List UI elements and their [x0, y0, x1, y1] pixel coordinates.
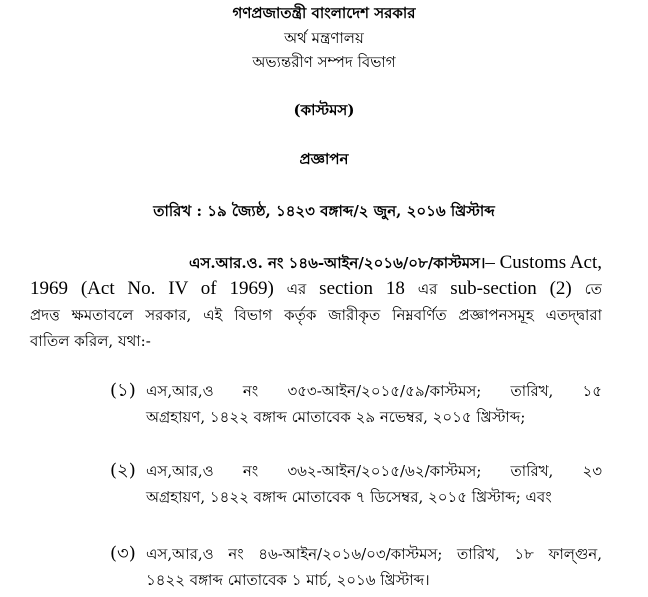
item-line: অগ্রহায়ণ, ১৪২২ বঙ্গাব্দ মোতাবেক ৭ ডিসেম্বর, ২০১৫ খ্রিস্টাব্দ; এবং	[146, 488, 552, 506]
department-name: (কাস্টমস)	[293, 101, 355, 119]
date-line: তারিখ : ১৯ জ্যৈষ্ঠ, ১৪২৩ বঙ্গাব্দ/২ জুন, ২০১৬ খ্রিস্টাব্দ	[153, 202, 495, 220]
preamble-line-3: প্রদত্ত ক্ষমতাবলে সরকার, এই বিভাগ কর্তৃক জারীকৃত নিম্নবর্ণিত প্রজ্ঞাপনসমূহ এতদ্দ্বারা	[30, 306, 602, 324]
section-reference: section 18	[319, 278, 405, 299]
subsection-reference: sub-section (2)	[450, 278, 572, 299]
preamble-paragraph	[30, 250, 602, 354]
item-line: অগ্রহায়ণ, ১৪২২ বঙ্গাব্দ মোতাবেক ২৯ নভেম্বর, ২০১৫ খ্রিস্টাব্দ;	[146, 408, 526, 426]
item-number: (১)	[110, 380, 136, 401]
item-line: এস,আর,ও নং ৩৫৩-আইন/২০১৫/৫৯/কাস্টমস; তারিখ, ১৫	[146, 382, 602, 400]
connector-word: এর	[286, 280, 307, 298]
connector-word: এর	[417, 280, 438, 298]
connector-word: তে	[584, 280, 602, 298]
ministry-name: অর্থ মন্ত্রণালয়	[284, 29, 364, 47]
preamble-line-1	[30, 250, 602, 276]
item-line: এস,আর,ও নং ৪৬-আইন/২০১৬/০৩/কাস্টমস; তারিখ, ১৮ ফাল্গুন,	[146, 545, 602, 563]
act-name-start: – Customs Act,	[485, 252, 602, 273]
item-line: ১৪২২ বঙ্গাব্দ মোতাবেক ১ মার্চ, ২০১৬ খ্রিস্টাব্দ।	[146, 571, 430, 589]
government-title: গণপ্রজাতন্ত্রী বাংলাদেশ সরকার	[232, 4, 416, 22]
item-line: এস,আর,ও নং ৩৬২-আইন/২০১৫/৬২/কাস্টমস; তারিখ, ২৩	[146, 462, 602, 480]
preamble-line-2	[30, 276, 602, 302]
preamble-line-4: বাতিল করিল, যথা:-	[30, 332, 151, 350]
act-reference: 1969 (Act No. IV of 1969)	[30, 278, 274, 299]
document-type: প্রজ্ঞাপন	[299, 150, 349, 168]
item-number: (৩)	[110, 543, 136, 564]
division-name: অভ্যন্তরীণ সম্পদ বিভাগ	[252, 53, 396, 71]
sro-reference: এস.আর.ও. নং ১৪৬-আইন/২০১৬/০৮/কাস্টমস।	[189, 254, 486, 272]
item-number: (২)	[110, 460, 136, 481]
